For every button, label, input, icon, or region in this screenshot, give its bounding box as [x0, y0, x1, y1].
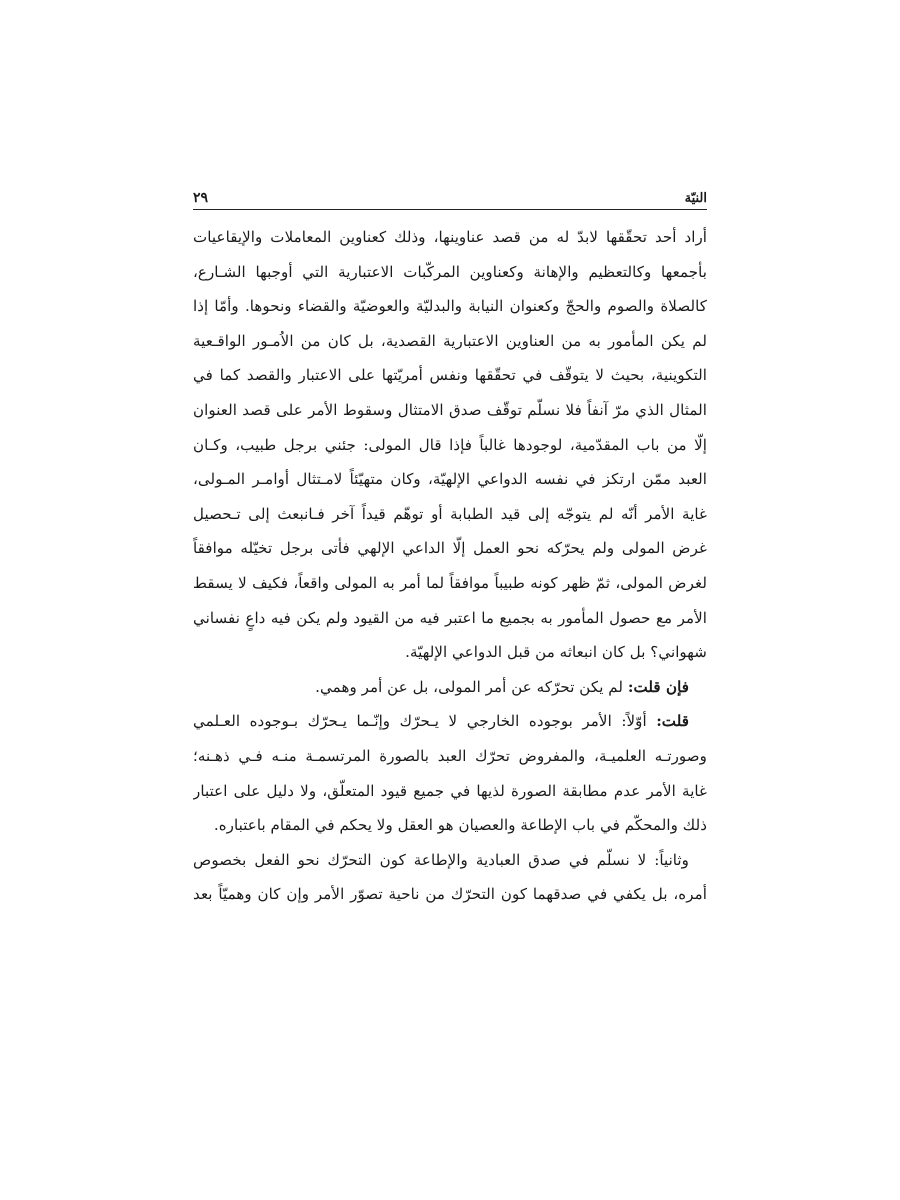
page-number: ٢٩	[193, 190, 209, 206]
line-text: لم يكن المأمور به من العناوين الاعتبارية القصدية، بل كان من الاُمـور الواقـعية	[193, 331, 707, 350]
line-text: كالصلاة والصوم والحجّ وكعنوان النيابة والبدليّة والعوضيّة والقضاء ونحوها. وأمّا إذا	[193, 297, 707, 316]
line-text: غاية الأمر أنّه لم يتوجّه إلى قيد الطبابة أو توهّم قيداً آخر فـانبعث إلى تـحصيل	[193, 504, 707, 523]
text-line	[193, 497, 707, 532]
line-text: الأمر مع حصول المأمور به بجميع ما اعتبر فيه من القيود ولم يكن فيه داعٍ نفساني	[193, 608, 707, 627]
text-line	[193, 566, 707, 601]
line-text: غاية الأمر عدم مطابقة الصورة لذيها في جميع قيود المتعلّق، ولا دليل على اعتبار	[193, 781, 707, 800]
text-line	[193, 739, 707, 774]
chapter-title: النيّة	[684, 191, 707, 206]
text-line	[193, 324, 707, 359]
line-text: أمره، بل يكفي في صدقهما كون التحرّك من ناحية تصوّر الأمر وإن كان وهميّاً بعد	[193, 885, 707, 904]
text-line	[193, 670, 707, 705]
line-text: وثانياً: لا نسلّم في صدق العبادية والإطاعة كون التحرّك نحو الفعل بخصوص	[193, 850, 689, 869]
line-lead: فإن قلت:	[627, 677, 689, 696]
line-text: العبد ممّن ارتكز في نفسه الدواعي الإلهيّة، وكان متهيّئاً لامـتثال أوامـر المـولى،	[193, 470, 707, 489]
text-line	[193, 808, 707, 843]
line-text: أوّلاً: الأمر بوجوده الخارجي لا يـحرّك وإنّـما يـحرّك بـوجوده العـلمي	[193, 712, 657, 731]
line-text: التكوينية، بحيث لا يتوقّف في تحقّقها ونفس أمريّتها على الاعتبار والقصد كما في	[193, 366, 707, 385]
page-content	[193, 182, 707, 912]
text-line	[193, 358, 707, 393]
text-line	[193, 220, 707, 255]
text-line	[193, 704, 707, 739]
line-text: أراد أحد تحقّقها لابدّ له من قصد عناوينها، وذلك كعناوين المعاملات والإيقاعيات	[193, 228, 707, 246]
line-lead: قلت:	[656, 712, 689, 731]
line-text: وصورتـه العلميـة، والمفروض تحرّك العبد بالصورة المرتسمـة منـه فـي ذهـنه؛	[193, 746, 707, 765]
line-text: غرض المولى ولم يحرّكه نحو العمل إلّا الداعي الإلهي فأتى برجل تخيّله موافقاً	[193, 539, 707, 558]
text-line	[193, 255, 707, 290]
running-header	[193, 182, 707, 210]
line-text: المثال الذي مرّ آنفاً فلا نسلّم توقّف صدق الامتثال وسقوط الأمر على قصد العنوان	[193, 400, 707, 419]
text-line	[193, 462, 707, 497]
text-line	[193, 393, 707, 428]
text-line	[193, 774, 707, 809]
line-text: ذلك والمحكّم في باب الإطاعة والعصيان هو العقل ولا يحكم في المقام باعتباره.	[213, 816, 707, 835]
line-text: لغرض المولى، ثمّ ظهر كونه طبيباً موافقاً لما أمر به المولى واقعاً، فكيف لا يسقط	[193, 573, 707, 592]
text-line	[193, 428, 707, 463]
line-text: إلّا من باب المقدّمية، لوجودها غالباً فإذا قال المولى: جئني برجل طبيب، وكـان	[193, 435, 707, 454]
text-line	[193, 843, 707, 878]
body-text	[193, 220, 707, 912]
text-line	[193, 531, 707, 566]
line-text: لم يكن تحرّكه عن أمر المولى، بل عن أمر وهمي.	[315, 677, 628, 696]
text-line	[193, 635, 707, 670]
line-text: شهواني؟ بل كان انبعاثه من قبل الدواعي الإلهيّة.	[405, 643, 707, 662]
text-line	[193, 289, 707, 324]
text-line	[193, 877, 707, 912]
line-text: بأجمعها وكالتعظيم والإهانة وكعناوين المركّبات الاعتبارية التي أوجبها الشـارع،	[193, 262, 707, 281]
text-line	[193, 601, 707, 636]
